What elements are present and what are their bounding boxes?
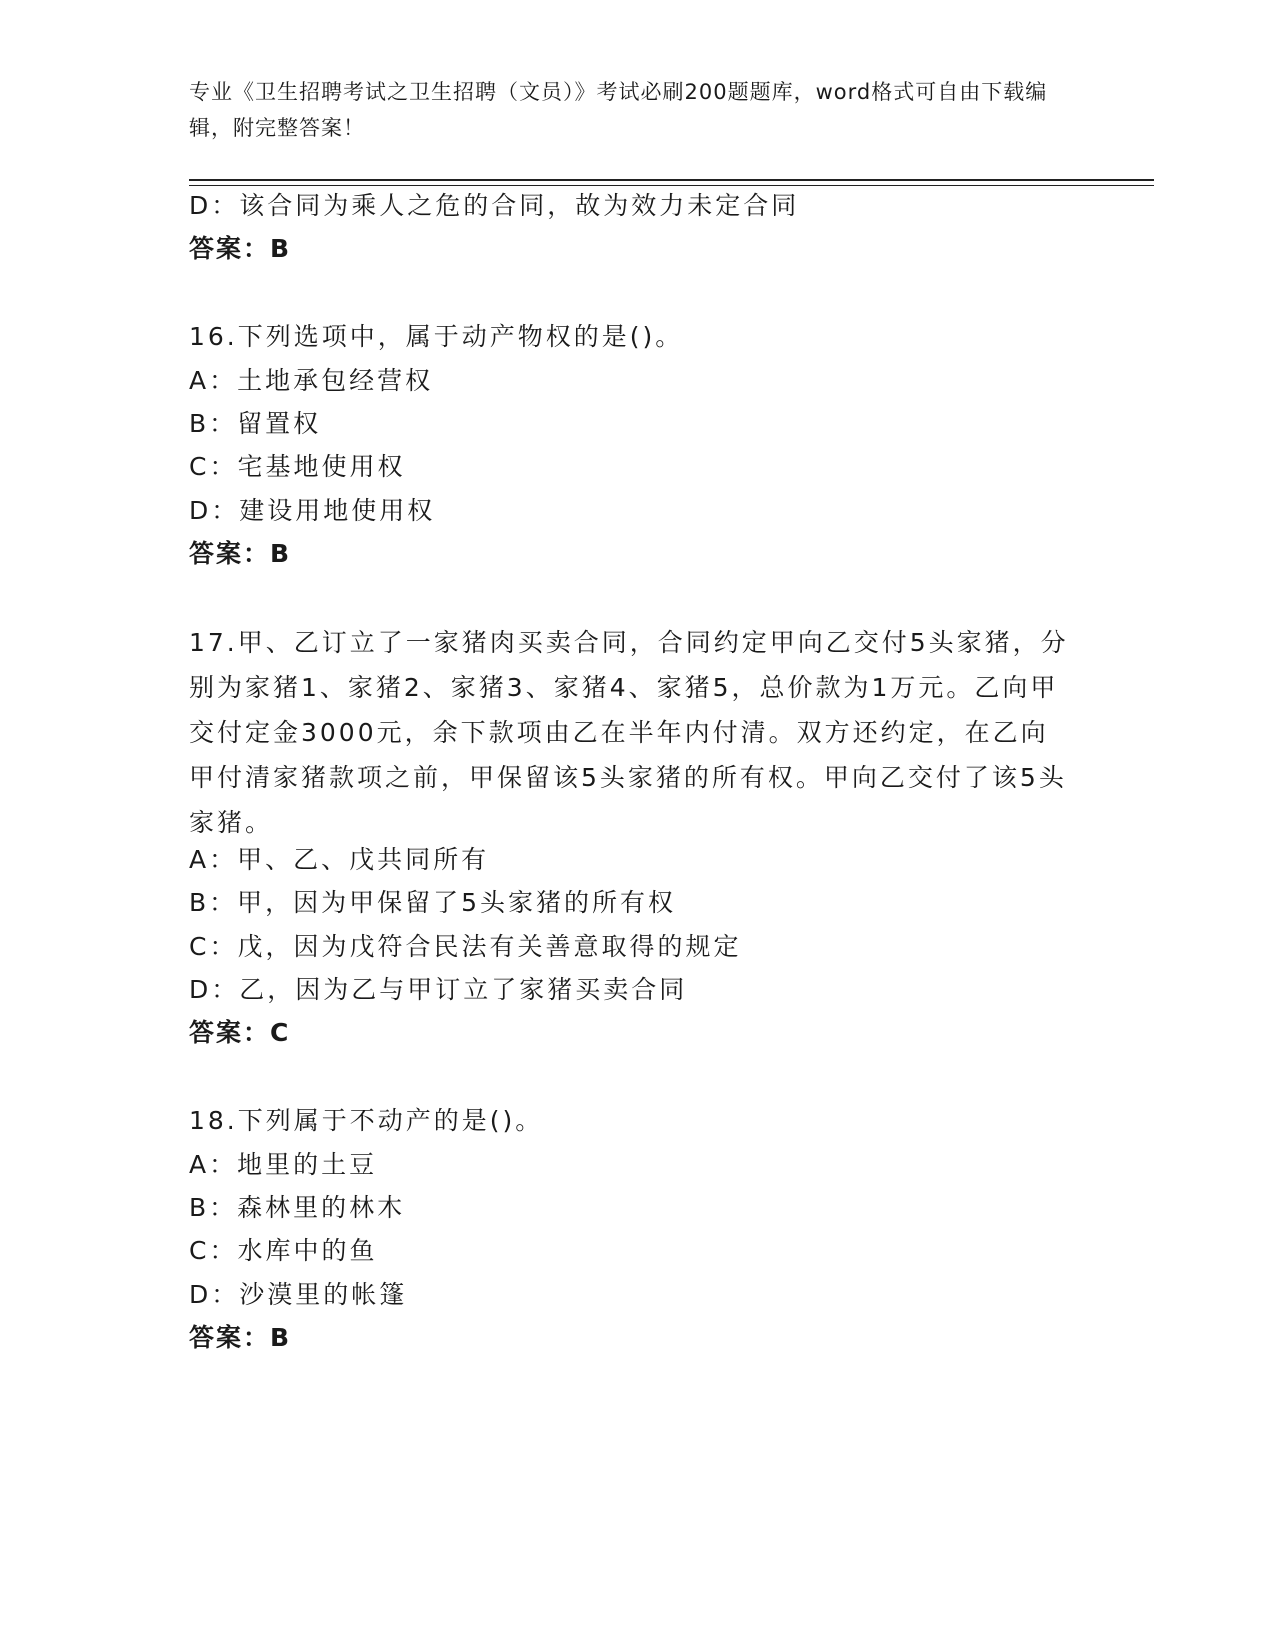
question-18-option-a: A：地里的土豆 xyxy=(189,1150,378,1179)
question-16-option-b: B：留置权 xyxy=(189,409,322,438)
header-divider-thin xyxy=(189,185,1154,186)
question-18-option-d: D：沙漠里的帐篷 xyxy=(189,1280,408,1309)
prev-option-d: D：该合同为乘人之危的合同，故为效力未定合同 xyxy=(189,191,800,220)
header-divider-thick xyxy=(189,179,1154,181)
prev-answer: 答案：B xyxy=(189,234,292,263)
question-17-option-a: A：甲、乙、戊共同所有 xyxy=(189,845,490,874)
question-17-stem: 17.甲、乙订立了一家猪肉买卖合同，合同约定甲向乙交付5头家猪，分别为家猪1、家猪2、家猪3、家猪4、家猪5，总价款为1万元。乙向甲交付定金3000元，余下款项由乙在半年内付清。双方还约定，在乙向甲付清家猪款项之前，甲保留该5头家猪的所有权。甲向乙交付了该5头家猪。 xyxy=(189,628,1069,837)
question-17-answer: 答案：C xyxy=(189,1018,291,1047)
question-16-option-c: C：宅基地使用权 xyxy=(189,452,406,481)
question-18-option-c: C：水库中的鱼 xyxy=(189,1236,378,1265)
question-18-answer: 答案：B xyxy=(189,1323,292,1352)
question-17-option-b: B：甲，因为甲保留了5头家猪的所有权 xyxy=(189,888,677,917)
question-17-option-c: C：戊，因为戊符合民法有关善意取得的规定 xyxy=(189,932,742,961)
question-17-option-d: D：乙，因为乙与甲订立了家猪买卖合同 xyxy=(189,975,688,1004)
document-header: 专业《卫生招聘考试之卫生招聘（文员）》考试必刷200题题库，word格式可自由下载编辑，附完整答案！ xyxy=(189,80,1048,140)
question-16-answer: 答案：B xyxy=(189,539,292,568)
question-16-option-d: D：建设用地使用权 xyxy=(189,496,436,525)
question-18-stem: 18.下列属于不动产的是()。 xyxy=(189,1106,544,1135)
question-16-option-a: A：土地承包经营权 xyxy=(189,366,434,395)
question-18-option-b: B：森林里的林木 xyxy=(189,1193,406,1222)
question-16-stem: 16.下列选项中，属于动产物权的是()。 xyxy=(189,322,684,351)
